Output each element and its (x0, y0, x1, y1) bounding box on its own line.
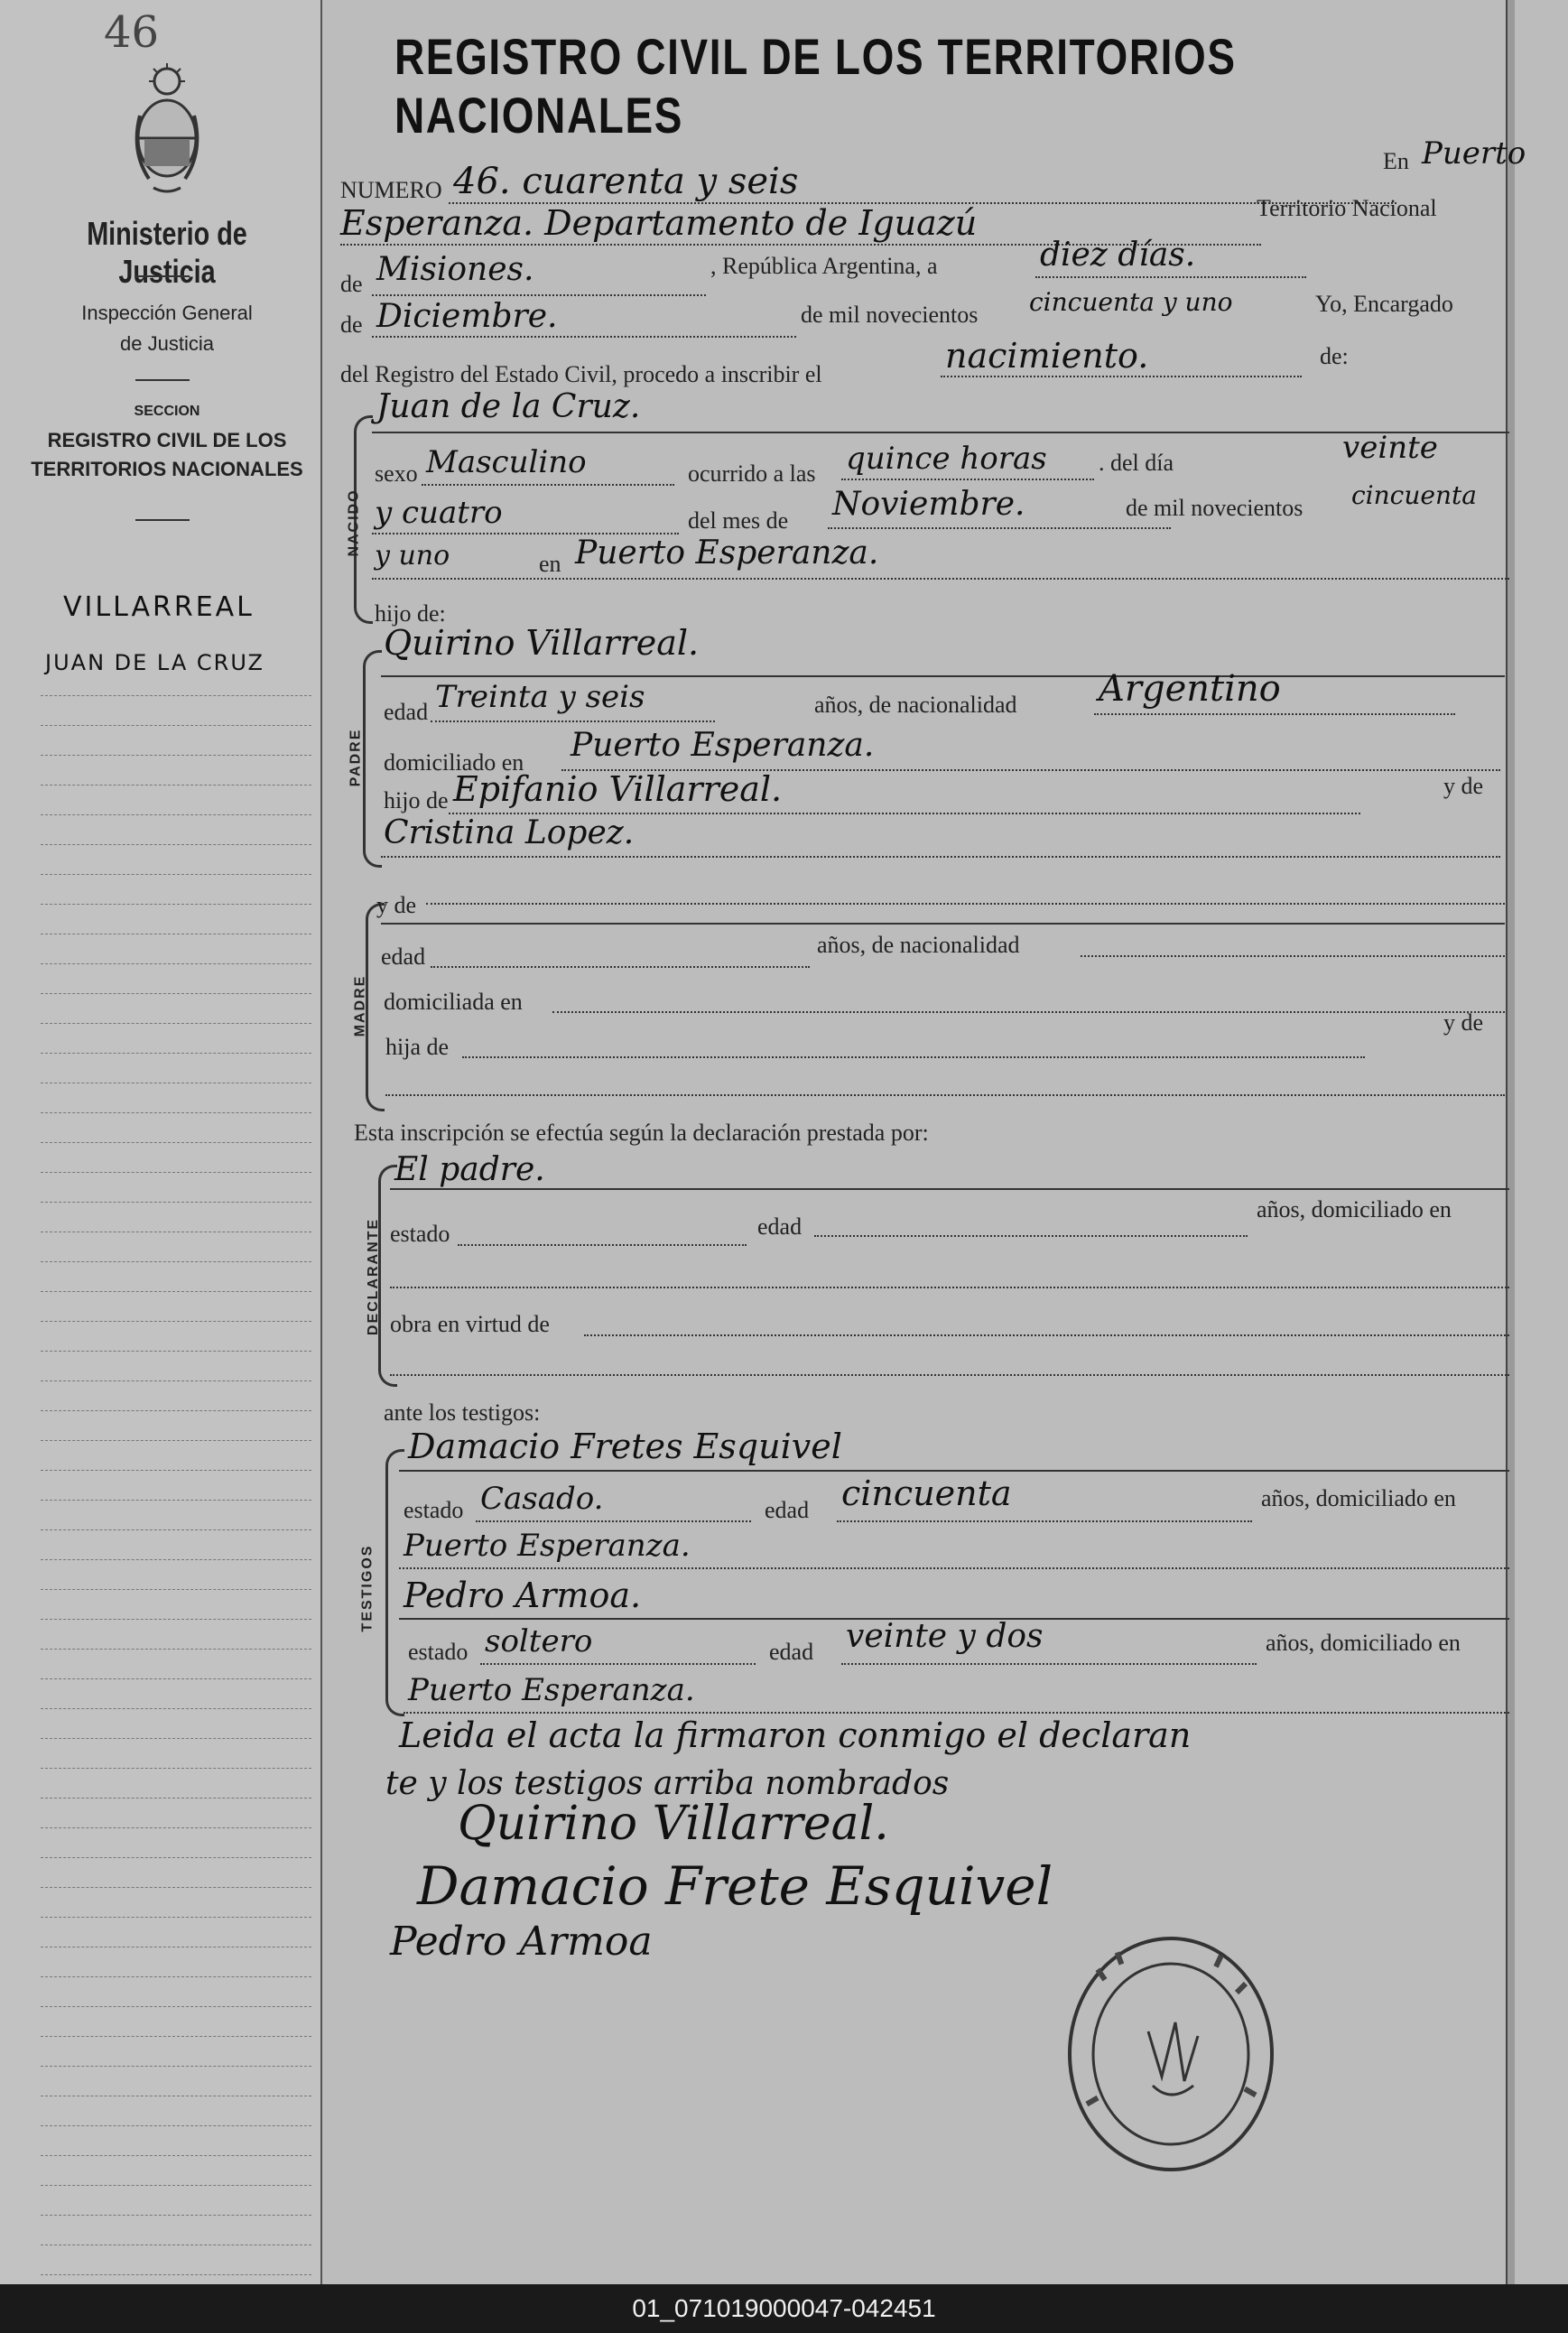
margin-ruled-line (41, 1112, 311, 1113)
field-line (584, 1334, 1509, 1336)
official-seal-icon (1062, 1932, 1279, 2176)
declaracion-label: Esta inscripción se efectúa según la declaración prestada por: (354, 1120, 929, 1146)
republica-label: , República Argentina, a (710, 253, 938, 279)
en-value: Puerto (1422, 135, 1526, 172)
en-lugar-label: en (539, 551, 561, 577)
margin-ruled-line (41, 2006, 311, 2007)
page-number: 46 (104, 7, 160, 58)
hijo-de-label: hijo de (384, 787, 449, 813)
signature-padre: Quirino Villarreal. (458, 1797, 889, 1851)
sexo-label: sexo (375, 460, 418, 487)
mes-nacimiento-value: Noviembre. (832, 486, 1025, 523)
territorio-value: Misiones. (376, 251, 534, 288)
field-line (841, 479, 1094, 480)
padre-name: Quirino Villarreal. (384, 623, 700, 663)
signature-testigo-1: Damacio Frete Esquivel (417, 1855, 1053, 1917)
y-de-label: y de (1443, 773, 1484, 799)
field-line (480, 1663, 756, 1665)
section-name-line-1: REGISTRO CIVIL DE LOS (47, 429, 287, 451)
de-label: de (340, 271, 363, 297)
margin-ruled-line (41, 814, 311, 815)
field-line (372, 432, 1509, 433)
field-line (458, 1244, 747, 1246)
section-name-line-2: TERRITORIOS NACIONALES (31, 458, 303, 480)
padre-padre-value: Epifanio Villarreal. (453, 769, 783, 809)
madre-y-de-label: y de (376, 892, 417, 918)
field-line (390, 1287, 1509, 1288)
field-line (390, 1188, 1509, 1190)
field-line (841, 1663, 1257, 1665)
left-margin-column (0, 0, 322, 2284)
madre-anios-label: años, de nacionalidad (817, 932, 1020, 958)
field-line (1035, 276, 1306, 278)
margin-ruled-line (41, 874, 311, 875)
margin-ruled-line (41, 1738, 311, 1739)
margin-ruled-line (41, 904, 311, 905)
margin-ruled-line (41, 1589, 311, 1590)
field-line (390, 1374, 1509, 1376)
field-line (372, 578, 1509, 580)
field-line (372, 336, 796, 338)
margin-ruled-line (41, 695, 311, 696)
en-label: En (1383, 148, 1409, 174)
margin-ruled-line (41, 2125, 311, 2126)
declarante-label: DECLARANTE (366, 1217, 382, 1336)
field-line (1081, 955, 1505, 957)
margin-given-name: JUAN DE LA CRUZ (45, 650, 264, 675)
declarante-anios-label: años, domiciliado en (1257, 1196, 1452, 1222)
field-line (552, 1011, 1505, 1013)
declarante-edad-label: edad (757, 1213, 803, 1240)
field-line (431, 720, 715, 722)
margin-ruled-line (41, 2274, 311, 2275)
form-area (322, 0, 1526, 2284)
field-line (462, 1056, 1365, 1058)
field-line (385, 1094, 1505, 1096)
dia-value: diez días. (1040, 237, 1196, 274)
field-line (381, 675, 1505, 677)
registro-label: del Registro del Estado Civil, procedo a inscribir el (340, 361, 822, 387)
margin-ruled-line (41, 1827, 311, 1828)
hora-value: quince horas (846, 441, 1047, 477)
numero-value: 46. cuarenta y seis (453, 161, 799, 202)
margin-ruled-line (41, 755, 311, 756)
nacido-name: Juan de la Cruz. (376, 388, 641, 425)
signature-testigo-2: Pedro Armoa (390, 1919, 653, 1965)
anios-nacionalidad-label: años, de nacionalidad (814, 692, 1017, 718)
section-block (27, 397, 307, 484)
declarante-estado-label: estado (390, 1221, 450, 1247)
field-line (828, 527, 1171, 529)
margin-ruled-line (41, 1202, 311, 1203)
margin-ruled-line (41, 1470, 311, 1471)
closing-line-1: Leida el acta la firmaron conmigo el declaran (399, 1715, 1192, 1755)
margin-ruled-line (41, 1798, 311, 1799)
inspection-line-1: Inspección General (81, 302, 253, 324)
field-line (381, 856, 1500, 858)
testigo-2-edad-value: veinte y dos (846, 1618, 1044, 1655)
margin-ruled-line (41, 1559, 311, 1560)
dia-nacimiento-value-2: y cuatro (375, 495, 503, 531)
field-line (814, 1235, 1248, 1237)
margin-ruled-line (41, 1351, 311, 1352)
field-line (381, 923, 1505, 925)
margin-ruled-line (41, 1708, 311, 1709)
padre-domicilio-value: Puerto Esperanza. (571, 727, 875, 764)
margin-surname: VILLARREAL (63, 591, 255, 623)
margin-ruled-line (41, 1380, 311, 1381)
lugar-nacimiento-value: Puerto Esperanza. (575, 534, 879, 572)
margin-ruled-line (41, 1440, 311, 1441)
field-line (404, 1712, 1509, 1714)
margin-ruled-line (41, 1023, 311, 1024)
territorio-label: Territorio Nacional (1257, 195, 1437, 221)
testigos-intro-label: ante los testigos: (384, 1399, 541, 1426)
field-line (431, 966, 810, 968)
madre-y-de-2-label: y de (1443, 1009, 1484, 1036)
margin-ruled-line (41, 2215, 311, 2216)
margin-ruled-line (41, 2155, 311, 2156)
hijo-label: hijo de: (375, 600, 446, 627)
margin-ruled-line (41, 1619, 311, 1620)
obra-label: obra en virtud de (390, 1311, 550, 1337)
padre-nacionalidad-value: Argentino (1099, 668, 1281, 710)
margin-ruled-line (41, 1768, 311, 1769)
testigo-1-anios-label: años, domiciliado en (1261, 1485, 1456, 1511)
margin-ruled-line (41, 725, 311, 726)
mil-label: de mil novecientos (1126, 495, 1304, 521)
nacido-label: NACIDO (346, 488, 362, 557)
margin-ruled-line (41, 963, 311, 964)
domiciliada-label: domiciliada en (384, 989, 523, 1015)
testigo-2-name: Pedro Armoa. (404, 1575, 642, 1615)
mil-novecientos-label: de mil novecientos (801, 302, 979, 328)
margin-ruled-line (41, 1887, 311, 1888)
testigo-2-edad-label: edad (769, 1639, 814, 1665)
margin-ruled-line (41, 1261, 311, 1262)
field-line (426, 903, 1505, 905)
field-line (1094, 713, 1455, 715)
encargado-label: Yo, Encargado (1315, 291, 1453, 317)
margin-ruled-line (41, 1053, 311, 1054)
margin-ruled-line (41, 1410, 311, 1411)
padre-madre-value: Cristina Lopez. (384, 814, 635, 851)
field-line (837, 1520, 1252, 1522)
divider (135, 379, 190, 381)
margin-ruled-line (41, 1321, 311, 1322)
de-mes-label: de (340, 311, 363, 338)
declarante-value: El padre. (394, 1151, 545, 1188)
margin-ruled-line (41, 993, 311, 994)
field-line (422, 484, 674, 486)
ocurrido-label: ocurrido a las (688, 460, 816, 487)
testigo-1-domicilio-value: Puerto Esperanza. (404, 1528, 691, 1564)
testigo-2-estado-label: estado (408, 1639, 469, 1665)
margin-ruled-line (41, 1917, 311, 1918)
padre-label: PADRE (348, 728, 364, 787)
sexo-value: Masculino (426, 444, 587, 480)
testigo-2-estado-value: soltero (485, 1623, 593, 1659)
edad-label: edad (384, 699, 429, 725)
margin-ruled-line (41, 1649, 311, 1650)
numero-label: NUMERO (340, 177, 442, 203)
margin-ruled-line (41, 1291, 311, 1292)
margin-ruled-line (41, 2066, 311, 2067)
field-line (476, 1520, 751, 1522)
testigos-label: TESTIGOS (359, 1544, 376, 1632)
field-line (941, 376, 1302, 377)
page-title: REGISTRO CIVIL DE LOS TERRITORIOS NACIONALES (394, 28, 1237, 144)
margin-ruled-line (41, 1142, 311, 1143)
testigo-1-edad-value: cincuenta (841, 1473, 1012, 1513)
dia-nacimiento-value: veinte (1342, 430, 1438, 466)
margin-ruled-line (41, 2185, 311, 2186)
field-line (399, 1470, 1509, 1472)
de-colon-label: de: (1320, 343, 1349, 369)
image-id-label: 01_071019000047-042451 (632, 2294, 936, 2322)
margin-ruled-line (41, 1976, 311, 1977)
acto-value: nacimiento. (945, 336, 1149, 376)
anio-nacimiento-value-2: y uno (375, 540, 450, 572)
padre-edad-value: Treinta y seis (435, 679, 645, 715)
madre-edad-label: edad (381, 943, 426, 970)
margin-ruled-line (41, 1172, 311, 1173)
margin-ruled-line (41, 1500, 311, 1501)
testigo-1-estado-label: estado (404, 1497, 464, 1523)
inspection-line-2: de Justicia (120, 332, 214, 355)
localidad-value: Esperanza. Departamento de Iguazú (340, 203, 978, 243)
margin-ruled-line (41, 1857, 311, 1858)
madre-label: MADRE (352, 974, 368, 1037)
field-line (399, 1567, 1509, 1569)
divider (135, 519, 190, 521)
del-dia-label: . del día (1099, 450, 1174, 476)
mes-value: Diciembre. (376, 298, 558, 335)
del-mes-label: del mes de (688, 507, 789, 534)
margin-ruled-line (41, 844, 311, 845)
section-label: SECCION (134, 404, 200, 419)
field-line (372, 294, 706, 296)
hija-de-label: hija de (385, 1034, 450, 1060)
testigos-brace (385, 1449, 404, 1716)
domiciliado-label: domiciliado en (384, 749, 524, 776)
anio-value: cincuenta y uno (1029, 287, 1233, 317)
margin-ruled-line (41, 1678, 311, 1679)
testigo-1-edad-label: edad (765, 1497, 810, 1523)
anio-nacimiento-value: cincuenta (1351, 480, 1477, 510)
margin-ruled-line (41, 2036, 311, 2037)
margin-ruled-line (41, 1529, 311, 1530)
divider (135, 275, 190, 277)
closing-line-2: te y los testigos arriba nombrados (385, 1765, 950, 1802)
testigo-1-name: Damacio Fretes Esquivel (408, 1427, 842, 1466)
testigo-2-anios-label: años, domiciliado en (1266, 1630, 1461, 1656)
testigo-1-estado-value: Casado. (480, 1481, 604, 1517)
padre-brace (363, 650, 382, 868)
coat-of-arms-icon (126, 61, 208, 197)
ministry-name: Ministerio de Justicia (87, 215, 247, 290)
testigo-2-domicilio-value: Puerto Esperanza. (408, 1672, 695, 1708)
inspection-label (54, 298, 280, 359)
